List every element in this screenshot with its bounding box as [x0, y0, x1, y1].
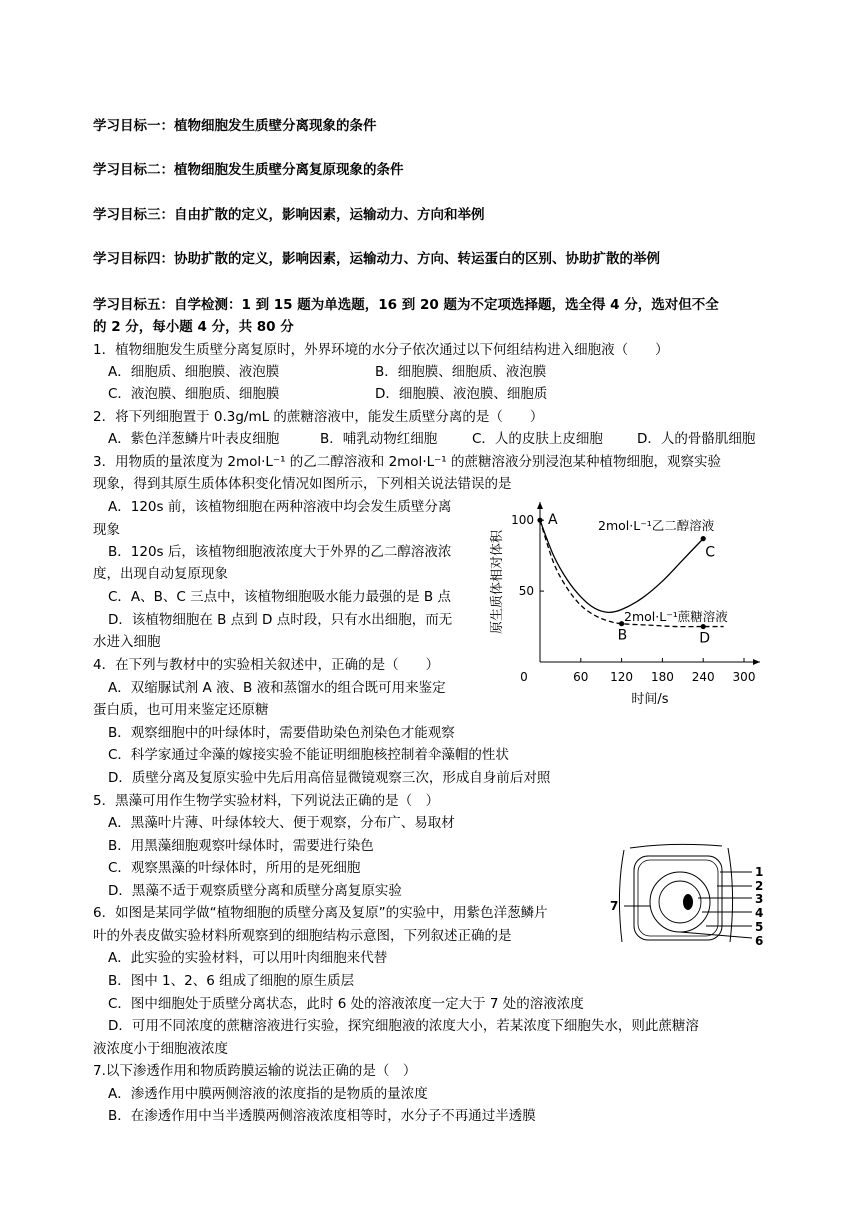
q1-option-d: D．细胞膜、液泡膜、细胞质 [375, 386, 548, 402]
objective-3: 学习目标三：自由扩散的定义，影响因素，运输动力、方向和举例 [93, 207, 485, 223]
x-tick-label: 180 [650, 670, 674, 684]
q6-stem-cont: 叶的外表皮做实验材料所观察到的细胞结构示意图，下列叙述正确的是 [93, 928, 512, 944]
q5-option-a: A．黑藻叶片薄、叶绿体较大、便于观察，分布广、易取材 [108, 815, 455, 831]
objective-2: 学习目标二：植物细胞发生质壁分离复原现象的条件 [93, 162, 404, 178]
point-d [701, 624, 706, 629]
cell-label-5: 5 [755, 920, 764, 934]
q3-option-b: B．120s 后，该植物细胞液浓度大于外界的乙二醇溶液浓 [108, 544, 452, 560]
q5-option-d: D．黑藻不适于观察质壁分离和质壁分离复原实验 [108, 883, 402, 899]
x-tick-label: 300 [732, 670, 756, 684]
x-tick-label: 0 [520, 670, 528, 684]
q6-option-b: B．图中 1、2、6 组成了细胞的原生质层 [108, 973, 355, 989]
cell-label-3: 3 [755, 892, 764, 906]
q3-option-c: C．A、B、C 三点中，该植物细胞吸水能力最强的是 B 点 [108, 589, 451, 605]
point-c [701, 536, 706, 541]
q7-option-a: A．渗透作用中膜两侧溶液的浓度指的是物质的量浓度 [108, 1086, 428, 1102]
q1-option-a: A．细胞质、细胞膜、液泡膜 [108, 364, 280, 380]
q4-option-d: D．质壁分离及复原实验中先后用高倍显微镜观察三次，形成自身前后对照 [108, 770, 551, 786]
q1-option-b: B．细胞膜、细胞质、液泡膜 [375, 364, 547, 380]
nucleus [683, 894, 693, 910]
q4-option-b: B．观察细胞中的叶绿体时，需要借助染色剂染色才能观察 [108, 725, 455, 741]
q2-stem: 2．将下列细胞置于 0.3g/mL 的蔗糖溶液中，能发生质壁分离的是（ ） [93, 409, 544, 425]
y-axis-arrow [537, 502, 543, 509]
q2-option-a: A．紫色洋葱鳞片叶表皮细胞 [108, 431, 280, 447]
cell-label-7: 7 [610, 899, 619, 913]
x-axis-arrow [753, 659, 760, 665]
q4-stem: 4．在下列与教材中的实验相关叙述中，正确的是（ ） [93, 657, 440, 673]
q6-option-d-cont: 液浓度小于细胞液浓度 [93, 1041, 228, 1057]
q7-stem: 7.以下渗透作用和物质跨膜运输的说法正确的是（ ） [93, 1063, 417, 1079]
q4-option-a: A．双缩脲试剂 A 液、B 液和蒸馏水的组合既可用来鉴定 [108, 680, 446, 696]
point-a [537, 518, 542, 523]
q4-option-c: C．科学家通过伞藻的嫁接实验不能证明细胞核控制着伞藻帽的性状 [108, 747, 509, 763]
y-tick-label: 100 [511, 513, 534, 528]
q2-option-c: C．人的皮肤上皮细胞 [472, 431, 603, 447]
y-tick-label: 50 [518, 584, 534, 599]
q1-option-c: C．液泡膜、细胞质、细胞膜 [108, 386, 280, 402]
chart-y-label: 原生质体相对体积 [490, 529, 505, 635]
point-b [619, 621, 624, 626]
q3-option-b-cont: 度，出现自动复原现象 [93, 566, 228, 582]
legend-ethylene-glycol: 2mol·L⁻¹乙二醇溶液 [598, 518, 715, 533]
q6-stem: 6．如图是某同学做“植物细胞的质壁分离及复原”的实验中，用紫色洋葱鳞片 [93, 905, 548, 921]
legend-sucrose: 2mol·L⁻¹蔗糖溶液 [624, 609, 728, 624]
objective-5: 学习目标五：自学检测：1 到 15 题为单选题，16 到 20 题为不定项选择题，选全得 4 分，选对但不全 [93, 297, 719, 313]
objective-4: 学习目标四：协助扩散的定义，影响因素，运输动力、方向、转运蛋白的区别、协助扩散的举例 [93, 251, 660, 267]
q6-option-d: D．可用不同浓度的蔗糖溶液进行实验，探究细胞液的浓度大小，若某浓度下细胞失水，则此蔗糖溶 [108, 1018, 699, 1034]
q3-option-a: A．120s 前，该植物细胞在两种溶液中均会发生质壁分离 [108, 499, 452, 515]
q5-stem: 5．黑藻可用作生物学实验材料，下列说法正确的是（ ） [93, 793, 440, 809]
objective-1: 学习目标一：植物细胞发生质壁分离现象的条件 [93, 118, 377, 134]
chart-x-label: 时间/s [631, 692, 669, 707]
q3-chart [488, 496, 768, 708]
point-label-a: A [548, 512, 558, 529]
q2-option-b: B．哺乳动物红细胞 [320, 431, 438, 447]
q6-option-a: A．此实验的实验材料，可以用叶肉细胞来代替 [108, 950, 388, 966]
q3-option-d-cont: 水进入细胞 [93, 634, 161, 650]
q7-option-b: B．在渗透作用中当半透膜两侧溶液浓度相等时，水分子不再通过半透膜 [108, 1108, 536, 1124]
neighbor-cell-wall-left [619, 850, 624, 942]
neighbor-cell-wall-top [630, 844, 722, 848]
cell-label-2: 2 [755, 879, 764, 893]
q6-option-c: C．图中细胞处于质壁分离状态，此时 6 处的溶液浓度一定大于 7 处的溶液浓度 [108, 996, 584, 1012]
cell-label-4: 4 [755, 906, 764, 920]
vacuole-membrane [659, 881, 701, 923]
q5-option-b: B．用黑藻细胞观察叶绿体时，需要进行染色 [108, 838, 374, 854]
neighbor-cell-wall-right [728, 848, 733, 942]
q4-option-a-cont: 蛋白质，也可用来鉴定还原糖 [93, 702, 269, 718]
cell-label-6: 6 [755, 934, 764, 948]
point-label-c: C [705, 544, 715, 561]
q1-stem: 1．植物细胞发生质壁分离复原时，外界环境的水分子依次通过以下何组结构进入细胞液（ ） [93, 342, 669, 358]
point-label-b: B [617, 627, 628, 644]
x-tick-label: 240 [691, 670, 715, 684]
series-line-ethylene-glycol [540, 520, 703, 612]
cell-structure-diagram [602, 842, 774, 954]
point-label-d: D [699, 630, 710, 647]
q5-option-c: C．观察黑藻的叶绿体时，所用的是死细胞 [108, 860, 361, 876]
cell-label-1: 1 [755, 865, 764, 879]
q3-stem-cont: 现象，得到其原生质体体积变化情况如图所示，下列相关说法错误的是 [93, 476, 512, 492]
q3-stem: 3．用物质的量浓度为 2mol·L⁻¹ 的乙二醇溶液和 2mol·L⁻¹ 的蔗糖溶液分别浸泡某种植物细胞，观察实验 [93, 454, 721, 470]
q2-option-d: D．人的骨骼肌细胞 [637, 431, 756, 447]
q3-option-a-cont: 现象 [93, 522, 120, 538]
objective-5-cont: 的 2 分，每小题 4 分，共 80 分 [93, 319, 294, 335]
x-tick-label: 120 [610, 670, 634, 684]
x-tick-label: 60 [573, 670, 589, 684]
q3-option-d: D．该植物细胞在 B 点到 D 点时段，只有水出细胞，而无 [108, 612, 453, 628]
